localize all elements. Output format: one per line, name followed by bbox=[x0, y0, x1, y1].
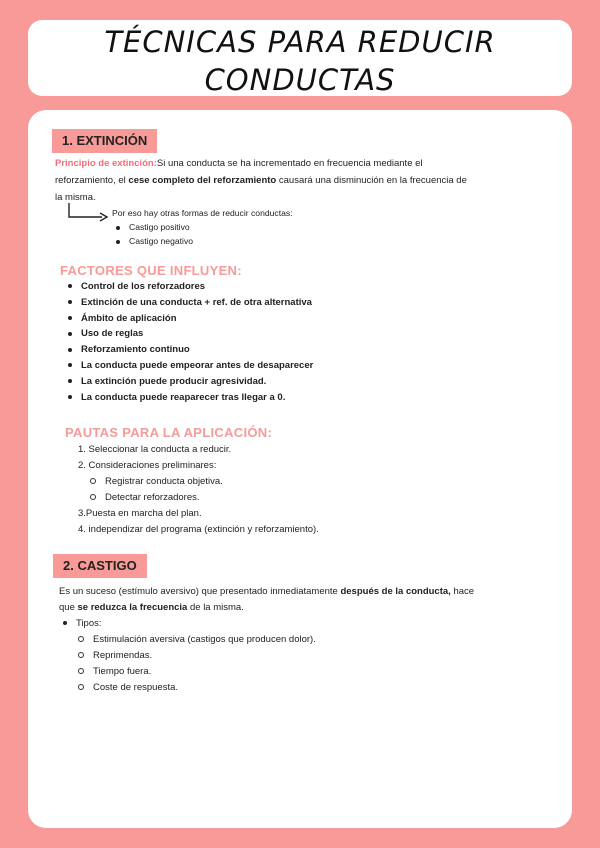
principle-text-2a: reforzamiento, el bbox=[55, 175, 129, 186]
circle-bullet-icon bbox=[78, 636, 84, 642]
principle-text-2c: causará una disminución en la frecuencia de bbox=[276, 175, 467, 186]
principle-label: Principio de extinción: bbox=[55, 158, 157, 169]
castigo-def-1b: después de la conducta, bbox=[340, 586, 451, 597]
bullet-icon bbox=[68, 363, 72, 367]
arrow-icon bbox=[64, 202, 112, 226]
principle-line-2 bbox=[55, 173, 467, 189]
tipo-item: Reprimendas. bbox=[78, 648, 152, 664]
bullet-icon bbox=[68, 395, 72, 399]
castigo-def-1a: Es un suceso (estímulo aversivo) que presentado inmediatamente bbox=[59, 586, 341, 597]
bullet-icon bbox=[116, 226, 120, 230]
list-item: Extinción de una conducta + ref. de otra alternativa bbox=[68, 295, 313, 311]
bullet-icon bbox=[68, 379, 72, 383]
castigo-def-2b: se reduzca la frecuencia bbox=[77, 602, 188, 613]
bullet-icon bbox=[68, 316, 72, 320]
section-badge-castigo: 2. CASTIGO bbox=[53, 554, 147, 578]
list-item: La conducta puede reaparecer tras llegar a 0. bbox=[68, 390, 313, 406]
guideline-2-sub-1: Registrar conducta objetiva. bbox=[90, 474, 223, 490]
principle-text-1: Si una conducta se ha incrementado en frecuencia mediante el bbox=[156, 158, 423, 169]
note-text: Por eso hay otras formas de reducir conductas: bbox=[112, 208, 293, 218]
tipo-item: Coste de respuesta. bbox=[78, 680, 178, 696]
castigo-def-line-1 bbox=[59, 584, 474, 600]
bullet-icon bbox=[68, 284, 72, 288]
bullet-icon bbox=[68, 348, 72, 352]
castigo-def-2a: que bbox=[59, 602, 78, 613]
guideline-4: 4. independizar del programa (extinción y reforzamiento). bbox=[78, 524, 319, 535]
bullet-icon bbox=[68, 300, 72, 304]
bullet-icon bbox=[68, 332, 72, 336]
principle-text-2b: cese completo del reforzamiento bbox=[128, 175, 277, 186]
circle-bullet-icon bbox=[78, 668, 84, 674]
principle-line-1 bbox=[55, 156, 423, 172]
guideline-3: 3.Puesta en marcha del plan. bbox=[78, 508, 202, 519]
note-item-positive: Castigo positivo bbox=[116, 220, 190, 234]
content-card bbox=[28, 110, 572, 828]
list-item: Reforzamiento continuo bbox=[68, 342, 313, 358]
list-item: La conducta puede empeorar antes de desaparecer bbox=[68, 358, 313, 374]
guideline-1: 1. Seleccionar la conducta a reducir. bbox=[78, 444, 232, 455]
bullet-icon bbox=[116, 240, 120, 244]
guidelines-heading: PAUTAS PARA LA APLICACIÓN: bbox=[65, 425, 273, 440]
factors-heading: FACTORES QUE INFLUYEN: bbox=[60, 263, 242, 278]
list-item: Ámbito de aplicación bbox=[68, 311, 313, 327]
castigo-def-1c: hace bbox=[450, 586, 475, 597]
tipo-item: Tiempo fuera. bbox=[78, 664, 151, 680]
guideline-2: 2. Consideraciones preliminares: bbox=[78, 460, 217, 471]
guideline-2-sub-2: Detectar reforzadores. bbox=[90, 490, 200, 506]
circle-bullet-icon bbox=[78, 684, 84, 690]
circle-bullet-icon bbox=[90, 478, 96, 484]
page-title-line-1: TÉCNICAS PARA REDUCIR bbox=[104, 25, 496, 59]
title-card bbox=[28, 20, 572, 96]
list-item: Uso de reglas bbox=[68, 326, 313, 342]
section-badge-extincion: 1. EXTINCIÓN bbox=[52, 129, 157, 153]
castigo-def-2c: de la misma. bbox=[187, 602, 244, 613]
castigo-def-line-2 bbox=[59, 600, 244, 616]
list-item: La extinción puede producir agresividad. bbox=[68, 374, 313, 390]
bullet-icon bbox=[63, 621, 67, 625]
principle-line-3: la misma. bbox=[55, 192, 96, 203]
circle-bullet-icon bbox=[78, 652, 84, 658]
circle-bullet-icon bbox=[90, 494, 96, 500]
factors-list bbox=[68, 279, 313, 405]
tipos-label: Tipos: bbox=[63, 616, 102, 632]
page-title-line-2: CONDUCTAS bbox=[204, 63, 396, 97]
note-item-negative: Castigo negativo bbox=[116, 234, 193, 248]
list-item: Control de los reforzadores bbox=[68, 279, 313, 295]
tipo-item: Estimulación aversiva (castigos que producen dolor). bbox=[78, 632, 316, 648]
